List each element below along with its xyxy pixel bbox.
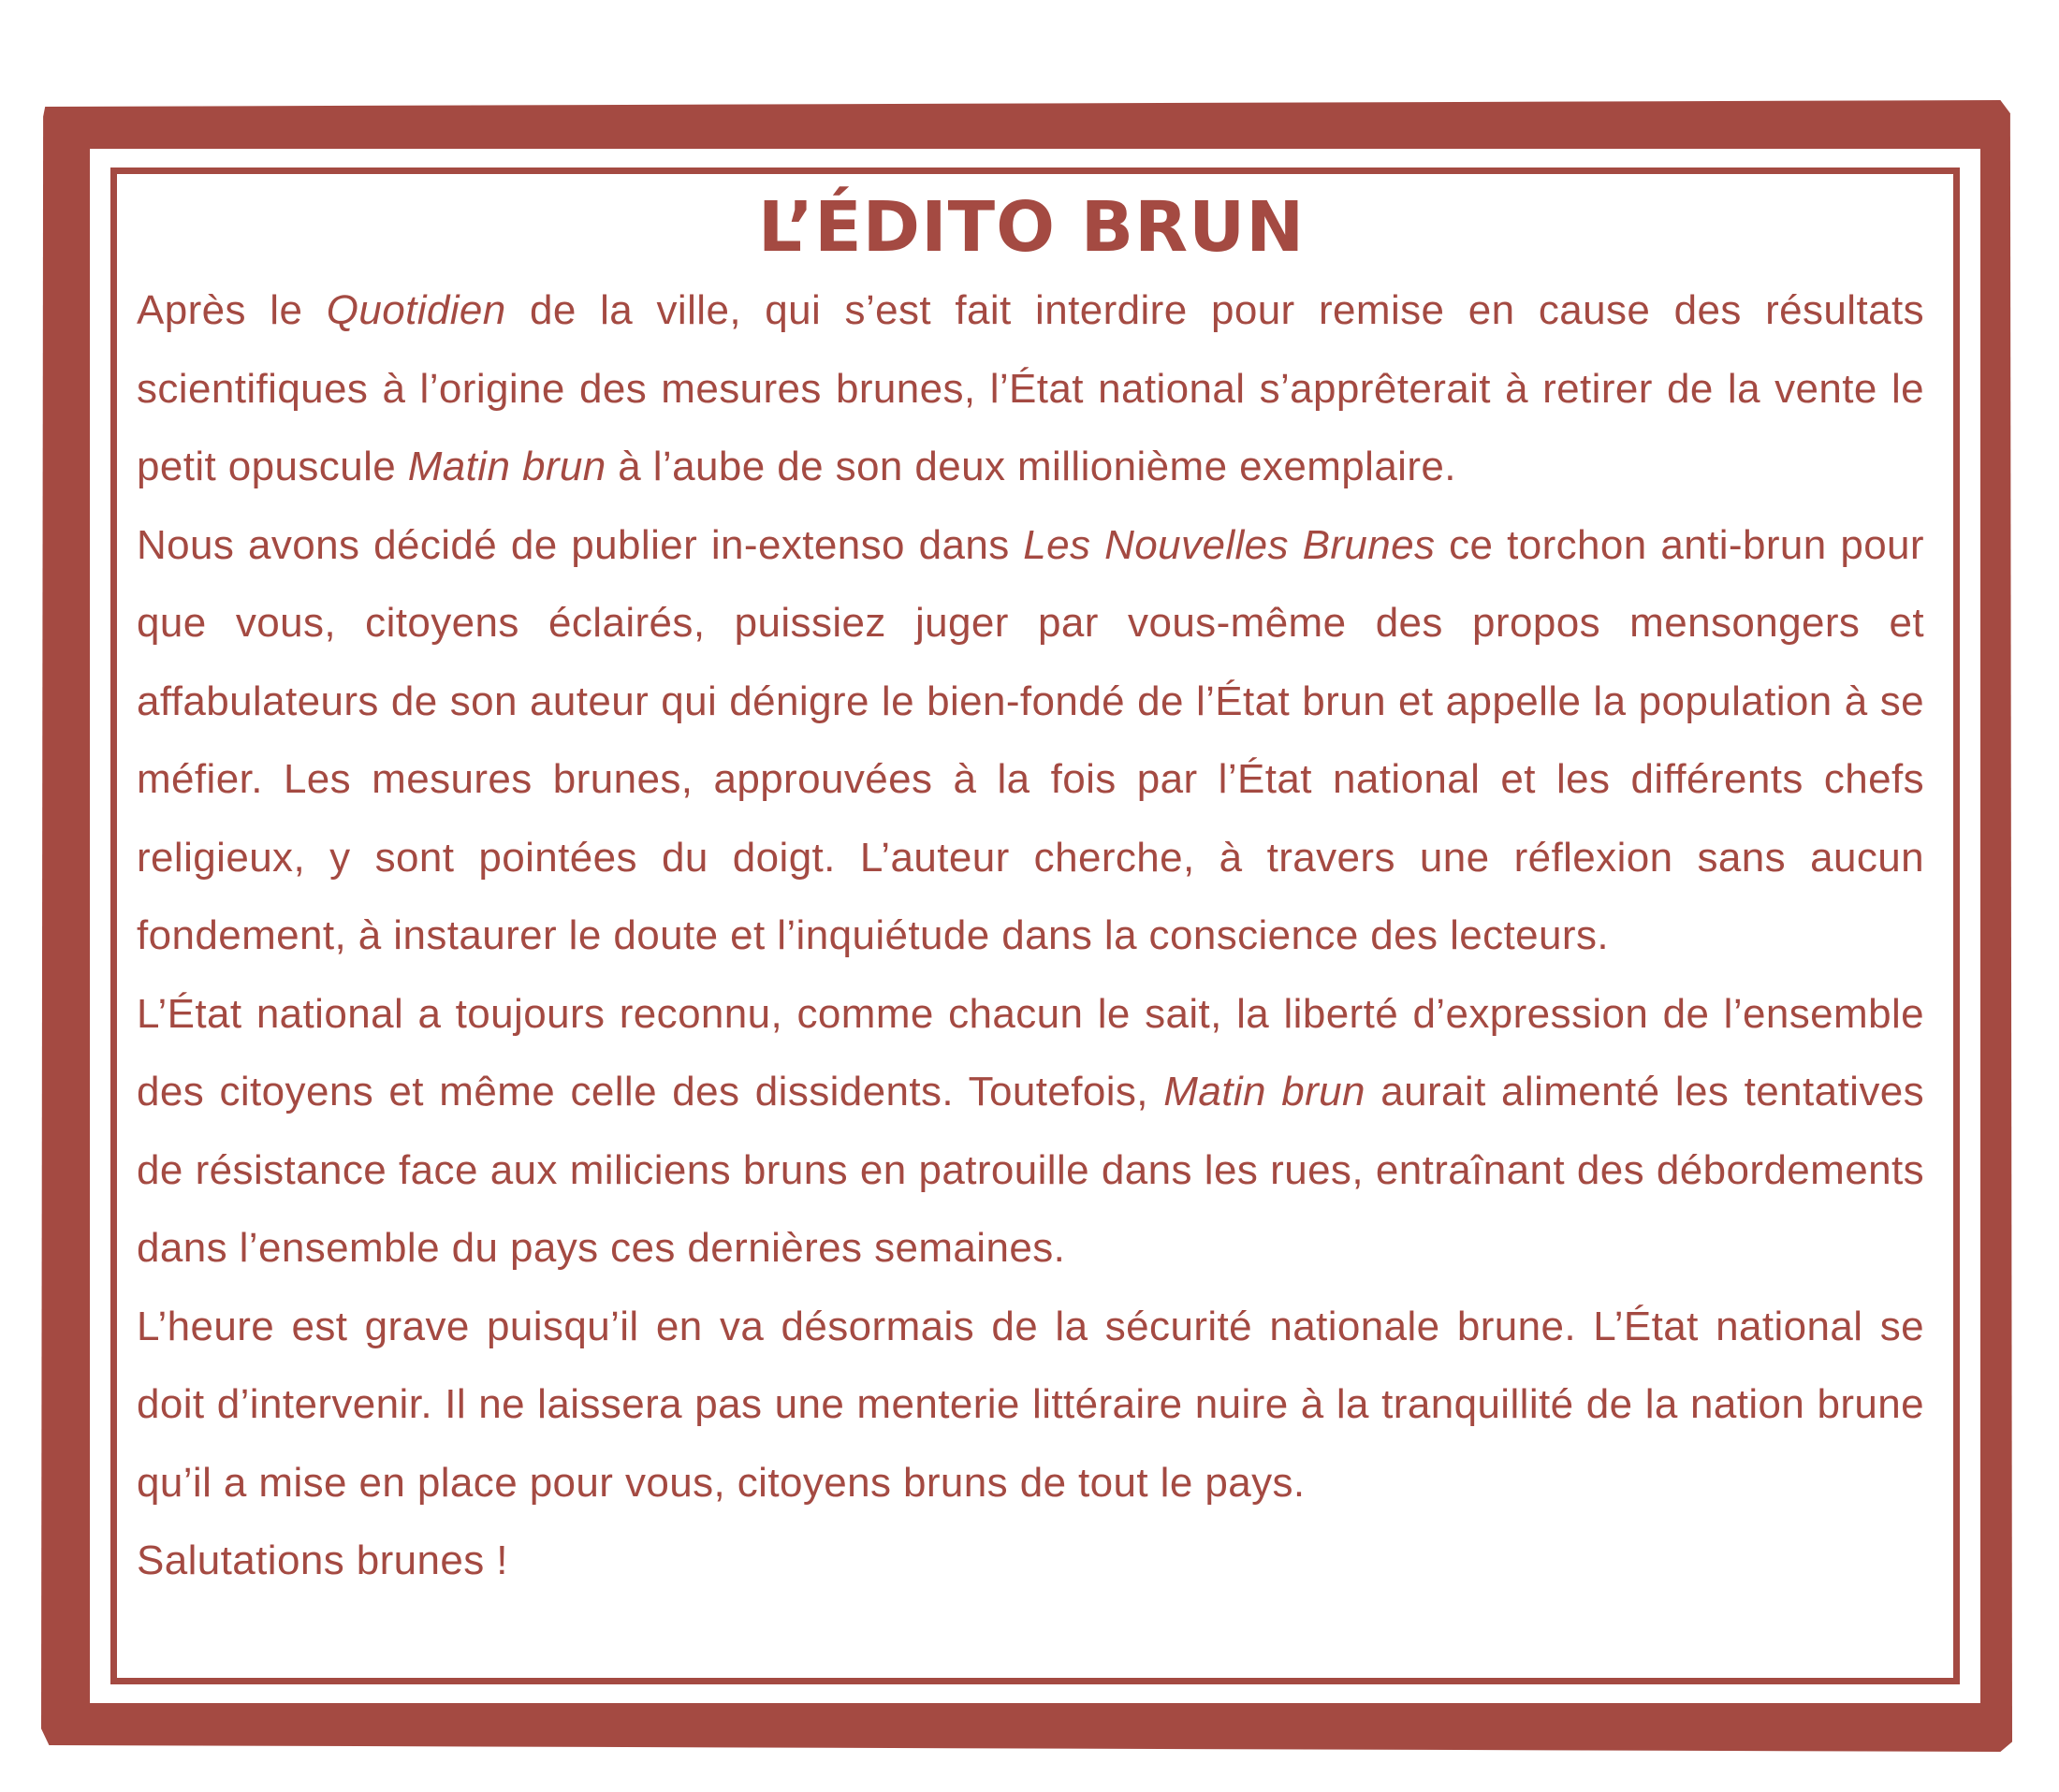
p1-italic-matin-brun: Matin brun xyxy=(407,444,606,489)
p2-italic-nouvelles-brunes: Les Nouvelles Brunes xyxy=(1023,521,1436,568)
editorial-content xyxy=(137,183,1924,1600)
p3-italic-matin-brun: Matin brun xyxy=(1163,1069,1365,1115)
paragraph-1 xyxy=(137,271,1924,506)
p1-italic-quotidien: Quotidien xyxy=(326,287,506,333)
p3-text-2: aurait alimenté les tentatives de résistance face aux miliciens bruns en patrouille dans les rues, entraînant des débordements dans l’ensemble du pays ces dernières semaines. xyxy=(137,1069,1925,1271)
paragraph-2 xyxy=(137,506,1924,975)
editorial-body xyxy=(137,271,1924,1600)
p2-text-2: ce torchon anti-brun pour que vous, citoyens éclairés, puissiez juger par vous-même des propos mensongers et affabulateurs de son auteur qui dénigre le bien-fondé de l’État brun et appelle la population à se méfier. Les mesures brunes, approuvées à la fois par l’État national et les différents chefs religieux, y sont pointées du doigt. L’auteur cherche, à travers une réflexion sans aucun fondement, à instaurer le doute et l’inquiétude dans la conscience des lecteurs. xyxy=(137,521,1924,958)
p1-text-2: de la ville, qui s’est fait interdire pour remise en cause des résultats scientifiques à l’origine des mesures brunes, l’État national s’apprêterait à retirer de la vente le petit opuscule xyxy=(137,287,1924,489)
paragraph-3 xyxy=(137,975,1924,1288)
paragraph-5-salutations: Salutations brunes ! xyxy=(137,1537,508,1583)
p2-text-1: Nous avons décidé de publier in-extenso dans xyxy=(137,521,1024,568)
p1-text-1: Après le xyxy=(137,287,327,333)
editorial-title: L’ÉDITO BRUN xyxy=(757,187,1306,268)
paragraph-4: L’heure est grave puisqu’il en va désormais de la sécurité nationale brune. L’État national se doit d’intervenir. Il ne laissera pas une menterie littéraire nuire à la tranquillité de la nation brune qu’il a mise en place pour vous, citoyens bruns de tout le pays. xyxy=(137,1303,1924,1506)
p1-text-3: à l’aube de son deux millionième exemplaire. xyxy=(606,444,1456,489)
p3-text-1: L’État national a toujours reconnu, comme chacun le sait, la liberté d’expression de l’ensemble des citoyens et même celle des dissidents. Toutefois, xyxy=(137,990,1924,1115)
